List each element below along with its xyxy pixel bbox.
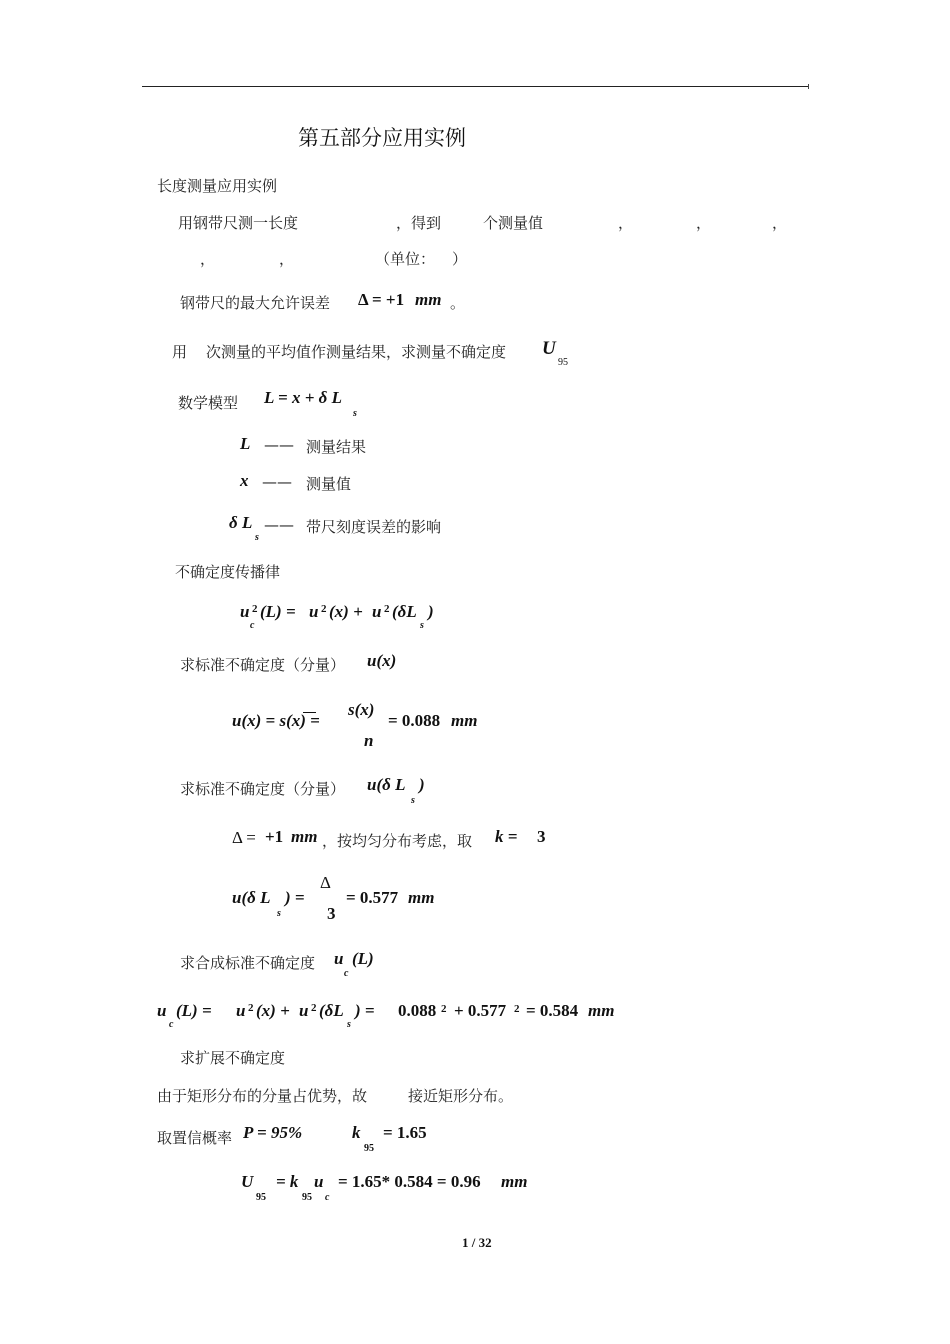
uc-label-paren: (L) bbox=[352, 949, 374, 968]
U95-subscript: 95 bbox=[256, 1192, 266, 1203]
uds-result: = 0.577 bbox=[346, 888, 399, 907]
delta-value: +1 bbox=[265, 827, 284, 846]
problem-text-2: ，得到 bbox=[396, 214, 442, 232]
uds-label-formula: u(δ L bbox=[367, 775, 406, 794]
expanded-label: 求扩展不确定度 bbox=[180, 1049, 286, 1067]
uc-term2-close: ) = bbox=[355, 1001, 375, 1020]
reason-text-2: 接近矩形分布。 bbox=[408, 1087, 514, 1105]
propagation-label: 不确定度传播律 bbox=[175, 563, 281, 581]
reason-text-1: 由于矩形分布的分量占优势，故 bbox=[157, 1087, 368, 1105]
comma-2: ， bbox=[696, 214, 712, 232]
prop-u3: u bbox=[372, 602, 382, 621]
confidence-value: P = 95% bbox=[243, 1123, 303, 1142]
header-rule bbox=[142, 86, 809, 87]
use-text-2: 次测量的平均值作测量结果，求测量不确定度 bbox=[206, 343, 507, 361]
prop-part-1: (L) = bbox=[260, 602, 296, 621]
dL-subscript-s: s bbox=[255, 532, 259, 543]
uds-label-close: ) bbox=[419, 775, 425, 794]
dash-1: —— bbox=[264, 436, 294, 454]
comma-5: ， bbox=[279, 250, 295, 268]
comma-4: ， bbox=[200, 250, 216, 268]
uc-eq-sub-c: c bbox=[169, 1019, 174, 1030]
uds-unit: mm bbox=[408, 888, 435, 907]
problem-text-3: 个测量值 bbox=[483, 214, 544, 232]
U95-k-subscript: 95 bbox=[302, 1192, 312, 1203]
uc-result: = 0.584 bbox=[526, 1001, 579, 1020]
var-dL: δ L bbox=[229, 513, 253, 532]
U-symbol: U bbox=[542, 338, 556, 359]
model-subscript-s: s bbox=[353, 408, 357, 419]
model-label: 数学模型 bbox=[178, 394, 239, 412]
dash-2: —— bbox=[262, 473, 292, 491]
prop-part-2: (x) + bbox=[329, 602, 363, 621]
prop-u1: u bbox=[240, 602, 250, 621]
dash-3: —— bbox=[264, 516, 294, 534]
uds-label: 求标准不确定度（分量） bbox=[180, 780, 346, 798]
xbar-overline bbox=[303, 712, 316, 713]
U95-eq-u: u bbox=[314, 1172, 324, 1191]
U95-u-subscript: c bbox=[325, 1192, 330, 1203]
U95-unit: mm bbox=[501, 1172, 528, 1191]
uniform-comment: ，按均匀分布考虑，取 bbox=[322, 832, 473, 850]
k-value: 3 bbox=[537, 827, 546, 846]
dL-description: 带尺刻度误差的影响 bbox=[306, 518, 442, 536]
max-error-formula: Δ = +1 bbox=[358, 290, 405, 309]
header-rule-end-mark bbox=[808, 84, 809, 89]
uc-label-sub-c: c bbox=[344, 968, 349, 979]
unit-close: ） bbox=[452, 250, 468, 268]
U95-result: = 1.65* 0.584 = 0.96 bbox=[338, 1172, 481, 1191]
period: 。 bbox=[450, 294, 466, 312]
x-description: 测量值 bbox=[306, 475, 352, 493]
uds-denominator: 3 bbox=[327, 904, 336, 923]
var-x: x bbox=[240, 471, 249, 490]
max-error-unit: mm bbox=[415, 290, 442, 309]
ux-denominator: n bbox=[364, 731, 374, 750]
uc-term2-u: u bbox=[299, 1001, 309, 1020]
delta-unit: mm bbox=[291, 827, 318, 846]
uc-eq-lhs: (L) = bbox=[176, 1001, 212, 1020]
prop-sub-s: s bbox=[420, 620, 424, 631]
ux-numerator: s(x) bbox=[348, 700, 375, 719]
L-description: 测量结果 bbox=[306, 438, 367, 456]
uc-term2-sub-s: s bbox=[347, 1019, 351, 1030]
problem-text-1: 用钢带尺测一长度 bbox=[178, 214, 299, 232]
k95-value: = 1.65 bbox=[383, 1123, 427, 1142]
page-title: 第五部分应用实例 bbox=[298, 126, 466, 150]
uc-unit: mm bbox=[588, 1001, 615, 1020]
uc-value-1: 0.088 bbox=[398, 1001, 437, 1020]
uds-eq-sub-s: s bbox=[277, 908, 281, 919]
ux-unit: mm bbox=[451, 711, 478, 730]
var-L: L bbox=[240, 434, 251, 453]
delta-formula: Δ = bbox=[232, 828, 256, 847]
ux-result: = 0.088 bbox=[388, 711, 441, 730]
section-heading: 长度测量应用实例 bbox=[157, 177, 278, 195]
prop-sup-1: 2 bbox=[252, 603, 258, 615]
uc-term1-sup: 2 bbox=[248, 1002, 254, 1014]
uc-label-u: u bbox=[334, 949, 344, 968]
prop-part-3: (δL bbox=[392, 602, 417, 621]
page-number: 1 / 32 bbox=[462, 1235, 492, 1250]
model-equation: L = x + δ L bbox=[264, 388, 342, 407]
U95-eq-k: = k bbox=[276, 1172, 299, 1191]
ux-lhs: u(x) = s(x) = bbox=[232, 711, 320, 730]
uc-value-1-sup: 2 bbox=[441, 1003, 447, 1015]
comma-3: ， bbox=[772, 214, 788, 232]
prop-sup-2: 2 bbox=[321, 603, 327, 615]
max-error-label: 钢带尺的最大允许误差 bbox=[180, 294, 331, 312]
uc-value-2: + 0.577 bbox=[454, 1001, 507, 1020]
confidence-label: 取置信概率 bbox=[157, 1129, 233, 1147]
unit-label: （单位： bbox=[375, 250, 436, 268]
uds-numerator: Δ bbox=[320, 873, 331, 892]
uds-eq-mid: ) = bbox=[285, 888, 305, 907]
uc-eq-u: u bbox=[157, 1001, 167, 1020]
prop-sup-3: 2 bbox=[384, 603, 390, 615]
prop-sub-c: c bbox=[250, 620, 255, 631]
uc-term1-rest: (x) + bbox=[256, 1001, 290, 1020]
k95-subscript: 95 bbox=[364, 1143, 374, 1154]
k95-symbol: k bbox=[352, 1123, 361, 1142]
ux-label: 求标准不确定度（分量） bbox=[180, 656, 346, 674]
uc-value-2-sup: 2 bbox=[514, 1003, 520, 1015]
use-text-1: 用 bbox=[172, 343, 188, 361]
uc-term2-rest: (δL bbox=[319, 1001, 344, 1020]
uc-term1-u: u bbox=[236, 1001, 246, 1020]
U-subscript: 95 bbox=[558, 357, 568, 368]
k-label: k = bbox=[495, 827, 518, 846]
prop-part-4: ) bbox=[428, 602, 434, 621]
uc-label: 求合成标准不确定度 bbox=[180, 954, 316, 972]
prop-u2: u bbox=[309, 602, 319, 621]
uds-label-sub-s: s bbox=[411, 795, 415, 806]
U95-symbol: U bbox=[241, 1172, 254, 1191]
uc-term2-sup: 2 bbox=[311, 1002, 317, 1014]
ux-label-formula: u(x) bbox=[367, 651, 397, 670]
comma-1: ， bbox=[618, 214, 634, 232]
uds-eq-lhs: u(δ L bbox=[232, 888, 271, 907]
